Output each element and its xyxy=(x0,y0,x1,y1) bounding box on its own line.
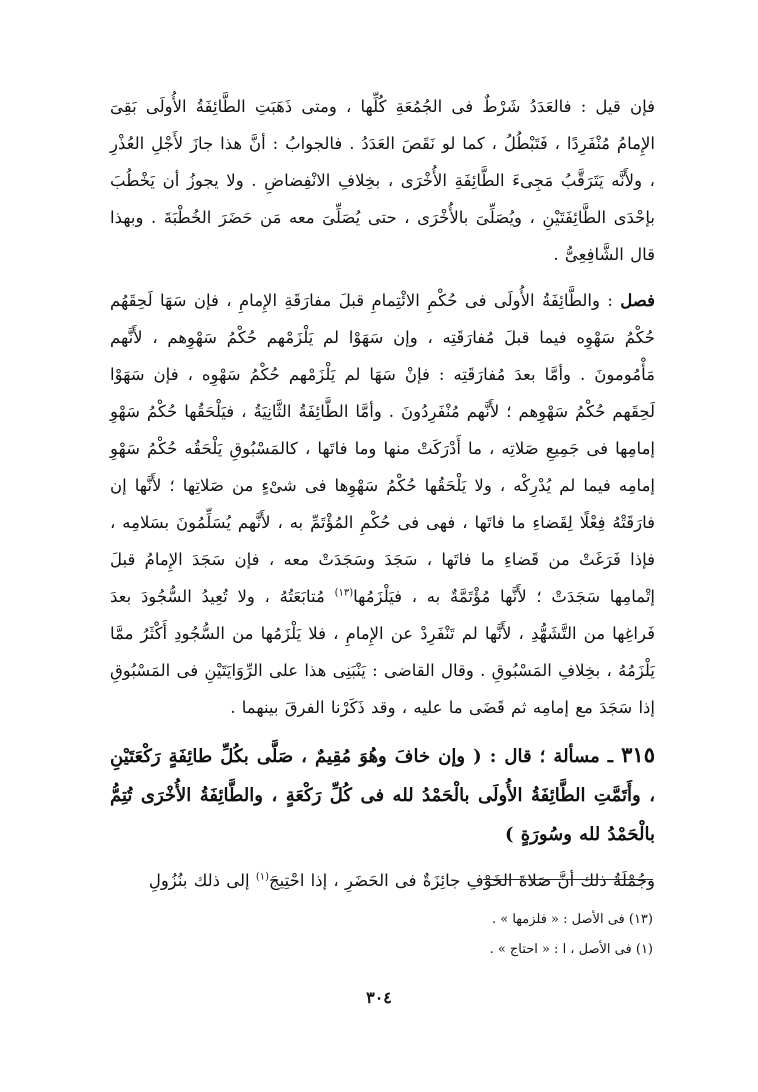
paragraph-objection: فإن قيل : فالعَدَدُ شَرْطٌ فى الجُمُعَةِ كُلِّها ، ومتى ذَهَبَتِ الطَّائِفَةُ الأُولَى بَقِىَ الإِمامُ مُنْفَرِدًا ، فَتَبْطُلُ ، كما لو نَقَصَ العَدَدُ . فالجوابُ : أنَّ هذا جازَ لأَجْلِ العُذْرِ ، ولأَنَّه يَتَرَقَّبُ مَجِىءَ الطَّائِفَةِ الأُخْرَى ، بخِلافِ الانْفِضاضِ . ولا يجوزُ أن يَخْطُبَ بإحْدَى الطَّائِفَتَيْنِ ، ويُصَلِّىَ بالأُخْرَى ، حتى يُصَلِّىَ معه مَن حَضَرَ الخُطْبَةَ . وبهذا قال الشَّافِعِىُّ . xyxy=(110,97,655,264)
footnote-ref-13[interactable]: (١٣) xyxy=(334,587,354,599)
footnote-separator xyxy=(483,879,653,880)
footnote-ref-1[interactable]: (١) xyxy=(255,871,270,883)
masala-text: ـ مسألة ؛ قال : ( وإن خافَ وهُوَ مُقِيمٌ ، صَلَّى بكُلِّ طائِفَةٍ رَكْعَتَيْنِ ، وأَتَمَّتِ الطَّائِفَةُ الأُولَى بالْحَمْدُ لله فى كُلِّ رَكْعَةٍ ، والطَّائِفَةُ الأُخْرَى تُتِمُّ بالْحَمْدُ لله وسُورَةٍ ) xyxy=(110,746,655,845)
footnote-1: (١) فى الأصل ، ا : « احتاج » . xyxy=(489,942,653,957)
paragraph-fasl xyxy=(110,282,655,726)
explanation-text: وجُمْلَةُ ذلك أنَّ صَلاةَ الخَوْفِ جائِزَةٌ فى الحَضَرِ ، إذا احْتِيجَ xyxy=(269,871,655,890)
page-number: ٣٠٤ xyxy=(366,988,392,1007)
footnotes xyxy=(110,905,653,965)
main-text xyxy=(110,88,655,908)
masala-heading xyxy=(110,735,655,854)
fasl-text-tail: مُتابَعَتُهُ ، ولا تُعِيدُ السُّجُودَ بعدَ فَراغِها من التَّشَهُّدِ ، لأَنَّها لم تَنْفَرِدْ عن الإِمامِ ، فلا يَلْزَمُها من السُّجُودِ أَكْثَرُ ممَّا يَلْزَمُهُ ، بخِلافِ المَسْبُوقِ . وقال القاضى : يَنْبَنِى هذا على الرِّوَايَتَيْنِ فى المَسْبُوقِ إذا سَجَدَ مع إمامِه ثم قَضَى ما عليه ، وقد ذَكَرْنا الفرقَ بينهما . xyxy=(110,587,655,717)
fasl-label: فصل xyxy=(620,291,655,310)
footnote-13: (١٣) فى الأصل : « فلزمها » . xyxy=(491,912,653,927)
explanation-text-end: إلى ذلك بنُزُولِ xyxy=(148,871,256,890)
fasl-text: : والطَّائِفَةُ الأُولَى فى حُكْمِ الائْتِمامِ قبلَ مفارَقَةِ الإِمامِ ، فإن سَهَا لَحِقَهُم حُكْمُ سَهْوِه فيما قبلَ مُفارَقَتِه ، وإن سَهَوْا لم يَلْزَمْهم حُكْمُ سَهْوِهم ، لأَنَّهم مَأْمُومونَ . وأمَّا بعدَ مُفارَقَتِه : فإنْ سَهَا لم يَلْزَمْهم حُكْمُ سَهْوِه ، فإن سَهَوْا لَحِقَهم حُكْمُ سَهْوِهم ؛ لأَنَّهم مُنْفَرِدُونَ . وأمَّا الطَّائِفَةُ الثَّانِيَةُ ، فيَلْحَقُها حُكْمُ سَهْوِ إمامِها فى جَمِيعِ صَلاتِه ، ما أَدْرَكَتْ منها وما فاتَها ، كالمَسْبُوقِ يَلْحَقُه حُكْمُ سَهْوِ إمامِه فيما لم يُدْرِكْه ، ولا يَلْحَقُها حُكْمُ سَهْوِها فى شىْءٍ من صَلاتِها ؛ لأَنَّها إن فارَقَتْهُ فِعْلًا لِقَضاءِ ما فاتَها ، فهى فى حُكْمِ المُؤْتَمِّ به ، لأَنَّهم يُسَلِّمُونَ بسَلامِه ، فإذا فَرَغَتْ من قَضاءِ ما فاتَها ، سَجَدَ وسَجَدَتْ معه ، فإن سَجَدَ الإِمامُ قبلَ إتْمامِها سَجَدَتْ ؛ لأَنَّها مُؤْتَمَّةٌ به ، فيَلْزَمُها xyxy=(110,291,655,606)
masala-number: ٣١٥ xyxy=(621,742,655,767)
paragraph-explanation xyxy=(110,862,655,899)
